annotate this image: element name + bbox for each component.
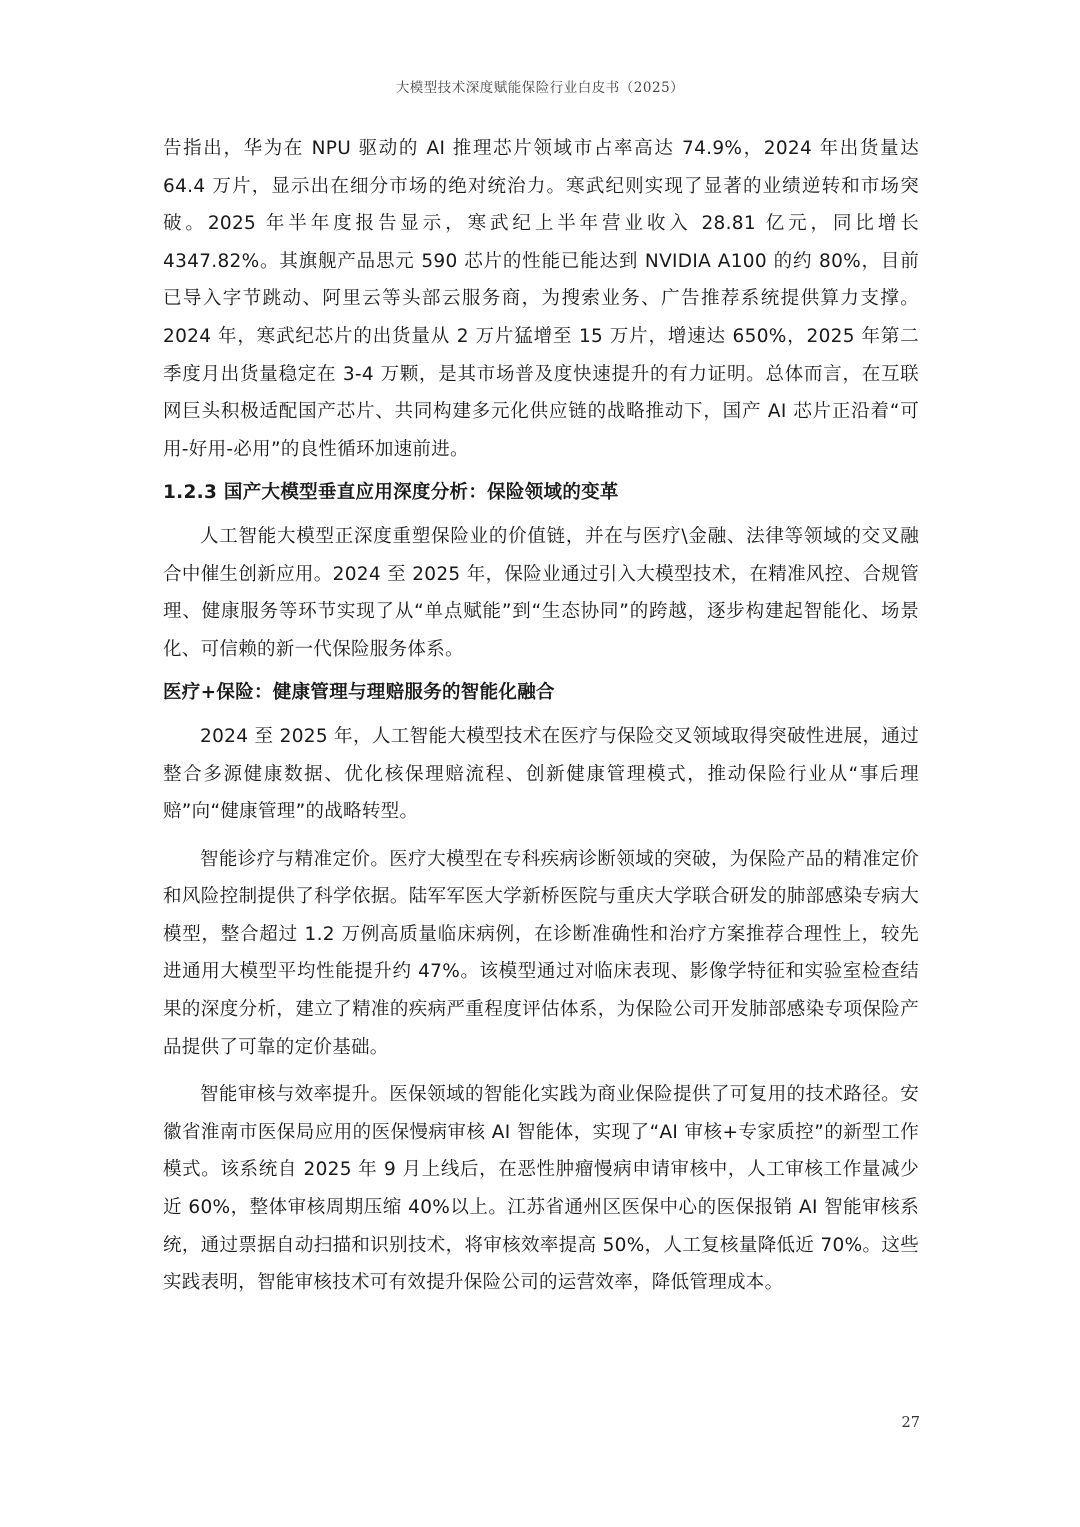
page-number: 27 — [901, 1415, 920, 1431]
paragraph-medical-insurance-intro: 2024 至 2025 年，人工智能大模型技术在医疗与保险交叉领域取得突破性进展，通过整合多源健康数据、优化核保理赔流程、创新健康管理模式，推动保险行业从“事后理赔”向“健康管理”的战略转型。 — [163, 725, 919, 823]
paragraph-insurance-transformation: 人工智能大模型正深度重塑保险业的价值链，并在与医疗\金融、法律等领域的交叉融合中催生创新应用。2024 至 2025 年，保险业通过引入大模型技术，在精准风控、合规管理、健康服务等环节实现了从“单点赋能”到“生态协同”的跨越，逐步构建起智能化、场景化、可信赖的新一代保险服务体系。 — [163, 525, 919, 660]
subheading-medical-insurance: 医疗+保险：健康管理与理赔服务的智能化融合 — [163, 682, 555, 704]
page-header: 大模型技术深度赋能保险行业白皮书（2025） — [395, 80, 685, 96]
section-heading: 1.2.3 国产大模型垂直应用深度分析：保险领域的变革 — [163, 482, 619, 504]
spacer — [163, 1066, 919, 1076]
paragraph-smart-diagnosis: 智能诊疗与精准定价。医疗大模型在专科疾病诊断领域的突破，为保险产品的精准定价和风险控制提供了科学依据。陆军军医大学新桥医院与重庆大学联合研发的肺部感染专病大模型，整合超过 1.2 万例高质量临床病例，在诊断准确性和治疗方案推荐合理性上，较先进通用大模型平均性能提升约 47%。该模型通过对临床表现、影像学特征和实验室检查结果的深度分析，建立了精准的疾病严重程度评估体系，为保险公司开发肺部感染专项保险产品提供了可靠的定价基础。 — [163, 848, 919, 1058]
paragraph-smart-review: 智能审核与效率提升。医保领域的智能化实践为商业保险提供了可复用的技术路径。安徽省淮南市医保局应用的医保慢病审核 AI 智能体，实现了“AI 审核+专家质控”的新型工作模式。该系统自 2025 年 9 月上线后，在恶性肿瘤慢病申请审核中，人工审核工作量减少近 60%，整体审核周期压缩 40%以上。江苏省通州区医保中心的医保报销 AI 智能审核系统，通过票据自动扫描和识别技术，将审核效率提高 50%，人工复核量降低近 70%。这些实践表明，智能审核技术可有效提升保险公司的运营效率，降低管理成本。 — [163, 1084, 919, 1294]
spacer — [163, 831, 919, 841]
document-body — [163, 130, 919, 1302]
paragraph-ai-chip-market: 告指出，华为在 NPU 驱动的 AI 推理芯片领域市占率高达 74.9%，2024 年出货量达 64.4 万片，显示出在细分市场的绝对统治力。寒武纪则实现了显著的业绩逆转和市场突破。2025 年半年度报告显示，寒武纪上半年营业收入 28.81 亿元，同比增长 4347.82%。其旗舰产品思元 590 芯片的性能已能达到 NVIDIA A100 的约 80%，目前已导入字节跳动、阿里云等头部云服务商，为搜索业务、广告推荐系统提供算力支撑。2024 年，寒武纪芯片的出货量从 2 万片猛增至 15 万片，增速达 650%，2025 年第二季度月出货量稳定在 3-4 万颗，是其市场普及度快速提升的有力证明。总体而言，在互联网巨头积极适配国产芯片、共同构建多元化供应链的战略推动下，国产 AI 芯片正沿着“可用-好用-必用”的良性循环加速前进。 — [163, 138, 919, 460]
